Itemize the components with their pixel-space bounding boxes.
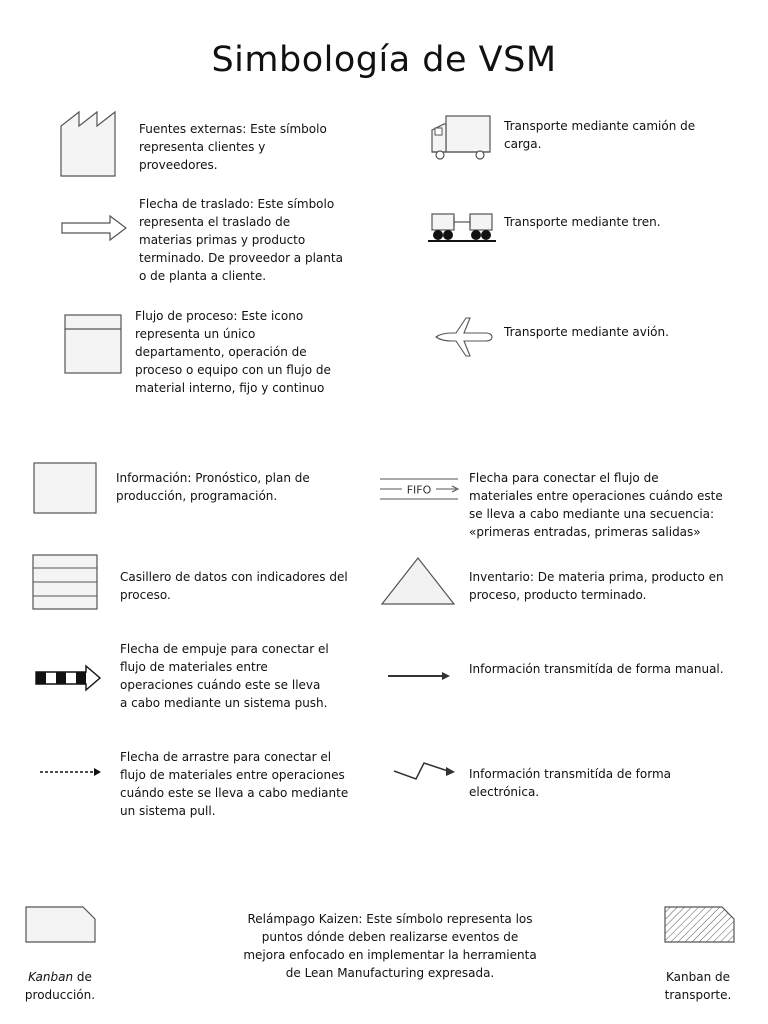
fuentes-externas-text: Fuentes externas: Este símbolo representa clientes y proveedores. — [139, 122, 327, 172]
fifo-text: Flecha para conectar el flujo de materiales entre operaciones cuándo este se lleva a cabo mediante una secuencia: «primeras entradas, primeras salidas» — [469, 471, 723, 539]
shipment-arrow-icon — [60, 214, 130, 242]
kaizen-text: Relámpago Kaizen: Este símbolo representa los puntos dónde deben realizarse eventos de mejora enfocado en implementar la herramienta de Lean Manufacturing expresada. — [243, 912, 537, 980]
page-title: Simbología de VSM — [211, 40, 557, 80]
fifo-arrow-icon — [378, 476, 462, 502]
info-electronica-text: Información transmitída de forma electrónica. — [469, 767, 672, 799]
process-box-icon — [64, 314, 124, 376]
manual-info-arrow-icon — [386, 669, 454, 683]
production-kanban-icon — [25, 906, 97, 944]
inventario-text: Inventario: De materia prima, producto en proceso, producto terminado. — [469, 570, 724, 602]
flecha-arrastre-text: Flecha de arrastre para conectar el flujo de materiales entre operaciones cuándo este se lleva a cabo mediante un sistema pull. — [120, 750, 349, 818]
train-icon — [428, 208, 498, 246]
factory-icon — [58, 110, 128, 178]
flujo-proceso-text: Flujo de proceso: Este icono representa un único departamento, operación de proceso o equipo con un flujo de material interno, fijo y continuo — [135, 309, 331, 395]
information-box-icon — [33, 462, 99, 516]
info-manual-text: Información transmitída de forma manual. — [469, 662, 724, 676]
airplane-icon — [432, 316, 494, 358]
camion-text: Transporte mediante camión de carga. — [504, 119, 696, 151]
kanban-produccion-italic: Kanban — [28, 970, 74, 984]
data-box-icon — [32, 554, 100, 612]
kanban-produccion-rest: de producción. — [24, 970, 96, 1002]
fifo-label: FIFO — [406, 483, 432, 497]
flecha-traslado-text: Flecha de traslado: Este símbolo representa el traslado de materias primas y producto terminado. De proveedor a planta o de planta a cliente. — [139, 197, 343, 283]
casillero-text: Casillero de datos con indicadores del proceso. — [120, 570, 348, 602]
pull-arrow-icon — [38, 765, 104, 779]
kanban-produccion-text — [10, 968, 110, 1004]
push-arrow-icon — [34, 664, 104, 692]
informacion-text: Información: Pronóstico, plan de producción, programación. — [116, 471, 310, 503]
lightning-arrow-icon — [392, 757, 460, 783]
kanban-transporte-text: Kanban de transporte. — [664, 970, 732, 1002]
tren-text: Transporte mediante tren. — [504, 215, 661, 229]
inventory-triangle-icon — [380, 556, 456, 608]
transport-kanban-icon — [664, 906, 736, 944]
flecha-empuje-text: Flecha de empuje para conectar el flujo de materiales entre operaciones cuándo este se lleva a cabo mediante un sistema push. — [120, 642, 329, 710]
truck-icon — [430, 114, 494, 164]
avion-text: Transporte mediante avión. — [504, 325, 669, 339]
